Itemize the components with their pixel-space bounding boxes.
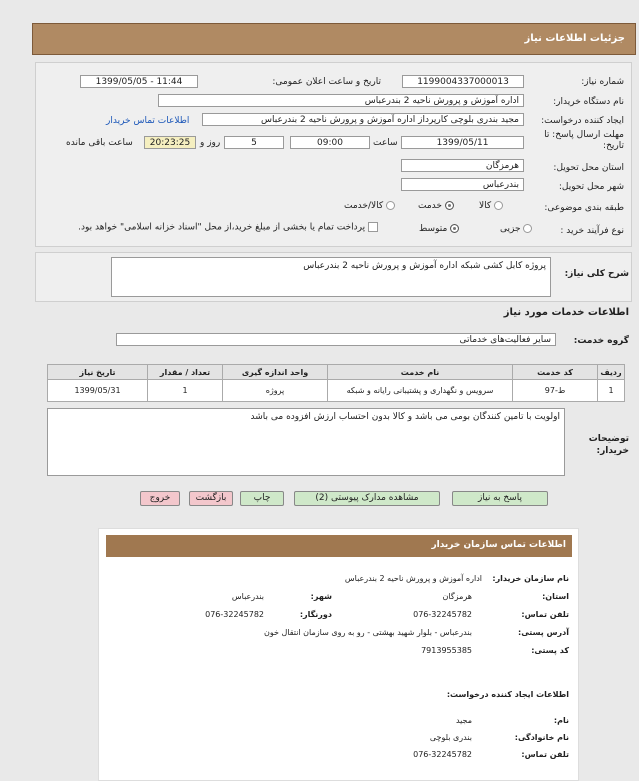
form-panel	[35, 62, 632, 247]
cell-date: 1399/05/31	[48, 380, 148, 402]
service-group-field[interactable]: سایر فعالیت‌های خدماتی	[116, 333, 556, 346]
contact-title: اطلاعات تماس سازمان خریدار	[431, 540, 566, 550]
address-c-label: آدرس پستی:	[518, 628, 569, 637]
creator-info-title: اطلاعات ایجاد کننده درخواست:	[446, 690, 569, 699]
announce-label: تاریخ و ساعت اعلان عمومی:	[272, 77, 381, 87]
cell-unit: پروژه	[223, 380, 328, 402]
process-option-partial[interactable]: جزیی	[500, 224, 532, 234]
contact-link[interactable]: اطلاعات تماس خریدار	[106, 116, 190, 126]
phone-c-label: تلفن تماس:	[521, 610, 569, 619]
exit-button[interactable]: خروج	[140, 491, 180, 506]
creator-field[interactable]: مجید بندری بلوچی کارپرداز اداره آموزش و پرورش ناحیه 2 بندرعباس	[202, 113, 524, 126]
summary-textarea[interactable]: پروژه کابل کشی شبکه اداره آموزش و پرورش ناحیه 2 بندرعباس	[111, 257, 551, 297]
buyer-field[interactable]: اداره آموزش و پرورش ناحیه 2 بندرعباس	[158, 94, 524, 107]
name-c-label: نام:	[553, 716, 569, 725]
deadline-date-field[interactable]: 1399/05/11	[401, 136, 524, 149]
category-goods-radio[interactable]	[494, 201, 503, 210]
page-header	[32, 23, 636, 55]
province-label: استان محل تحویل:	[553, 163, 624, 173]
category-option-goods[interactable]: کالا	[479, 201, 503, 211]
province-c-label: استان:	[542, 592, 569, 601]
postal-c-value: 7913955385	[421, 646, 472, 655]
address-c-value: بندرعباس - بلوار شهید بهشتی - رو به روی سازمان انتقال خون	[263, 628, 472, 637]
view-attachments-button[interactable]: مشاهده مدارک پیوستی (2)	[294, 491, 440, 506]
deadline-time-field[interactable]: 09:00	[290, 136, 370, 149]
col-date: تاریخ نیاز	[48, 365, 148, 380]
days-label: روز و	[200, 138, 221, 148]
summary-label: شرح کلی نیاز:	[564, 269, 629, 279]
family-c-value: بندری بلوچی	[429, 733, 472, 742]
process-medium-radio[interactable]	[450, 224, 459, 233]
process-partial-radio[interactable]	[523, 224, 532, 233]
process-option-medium[interactable]: متوسط	[419, 224, 459, 234]
time-label: ساعت	[373, 138, 398, 148]
col-unit: واحد اندازه گیری	[223, 365, 328, 380]
category-option-service[interactable]: خدمت	[418, 201, 454, 211]
province-field[interactable]: هرمزگان	[401, 159, 524, 172]
category-option-both[interactable]: کالا/خدمت	[344, 201, 395, 211]
fax-c-value: 076-32245782	[205, 610, 264, 619]
payment-note: پرداخت تمام یا بخشی از مبلغ خرید،از محل "اسناد خزانه اسلامی" خواهد بود.	[58, 222, 378, 233]
col-qty: تعداد / مقدار	[148, 365, 223, 380]
creator-phone-value: 076-32245782	[413, 750, 472, 759]
print-button[interactable]: چاپ	[240, 491, 284, 506]
reply-button[interactable]: پاسخ به نیاز	[452, 491, 548, 506]
cell-name: سرویس و نگهداری و پشتیبانی رایانه و شبکه	[328, 380, 513, 402]
city-label: شهر محل تحویل:	[558, 182, 624, 192]
table-row[interactable]	[48, 380, 625, 402]
category-service-radio[interactable]	[445, 201, 454, 210]
payment-checkbox[interactable]	[368, 222, 378, 232]
category-both-radio[interactable]	[386, 201, 395, 210]
org-label: نام سازمان خریدار:	[492, 574, 569, 583]
buyer-label: نام دستگاه خریدار:	[553, 97, 624, 107]
col-code: کد خدمت	[513, 365, 598, 380]
name-c-value: مجید	[455, 716, 472, 725]
process-label: نوع فرآیند خرید :	[560, 226, 624, 236]
need-no-label: شماره نیاز:	[581, 77, 624, 87]
province-c-value: هرمزگان	[442, 592, 472, 601]
remaining-label: ساعت باقی مانده	[66, 138, 133, 148]
phone-c-value: 076-32245782	[413, 610, 472, 619]
contact-header	[106, 535, 572, 557]
service-group-label: گروه خدمت:	[573, 336, 629, 346]
city-c-value: بندرعباس	[231, 592, 264, 601]
cell-code: ط-97	[513, 380, 598, 402]
back-button[interactable]: بازگشت	[189, 491, 233, 506]
page-title: جزئیات اطلاعات نیاز	[524, 33, 625, 44]
org-value: اداره آموزش و پرورش ناحیه 2 بندرعباس	[344, 574, 482, 583]
services-title: اطلاعات خدمات مورد نیاز	[503, 307, 629, 318]
deadline-label: مهلت ارسال پاسخ: تا تاریخ:	[544, 130, 624, 151]
days-field[interactable]: 5	[224, 136, 284, 149]
creator-label: ایجاد کننده درخواست:	[541, 116, 624, 126]
services-table	[47, 364, 625, 402]
col-name: نام خدمت	[328, 365, 513, 380]
cell-qty: 1	[148, 380, 223, 402]
need-no-field[interactable]: 1199004337000013	[402, 75, 524, 88]
notes-textarea[interactable]: اولویت با تامین کنندگان بومی می باشد و کالا بدون احتساب ارزش افزوده می باشد	[47, 408, 565, 476]
col-row: ردیف	[598, 365, 625, 380]
contact-card	[98, 528, 579, 781]
creator-phone-label: تلفن تماس:	[521, 750, 569, 759]
announce-field[interactable]: 1399/05/05 - 11:44	[80, 75, 198, 88]
category-label: طبقه بندی موضوعی:	[544, 203, 624, 213]
notes-label: توضیحات خریدار:	[588, 434, 629, 456]
city-field[interactable]: بندرعباس	[401, 178, 524, 191]
cell-row: 1	[598, 380, 625, 402]
city-c-label: شهر:	[310, 592, 332, 601]
fax-c-label: دورنگار:	[299, 610, 332, 619]
remaining-time-field: 20:23:25	[144, 136, 196, 149]
postal-c-label: کد پستی:	[531, 646, 569, 655]
family-c-label: نام خانوادگی:	[514, 733, 569, 742]
